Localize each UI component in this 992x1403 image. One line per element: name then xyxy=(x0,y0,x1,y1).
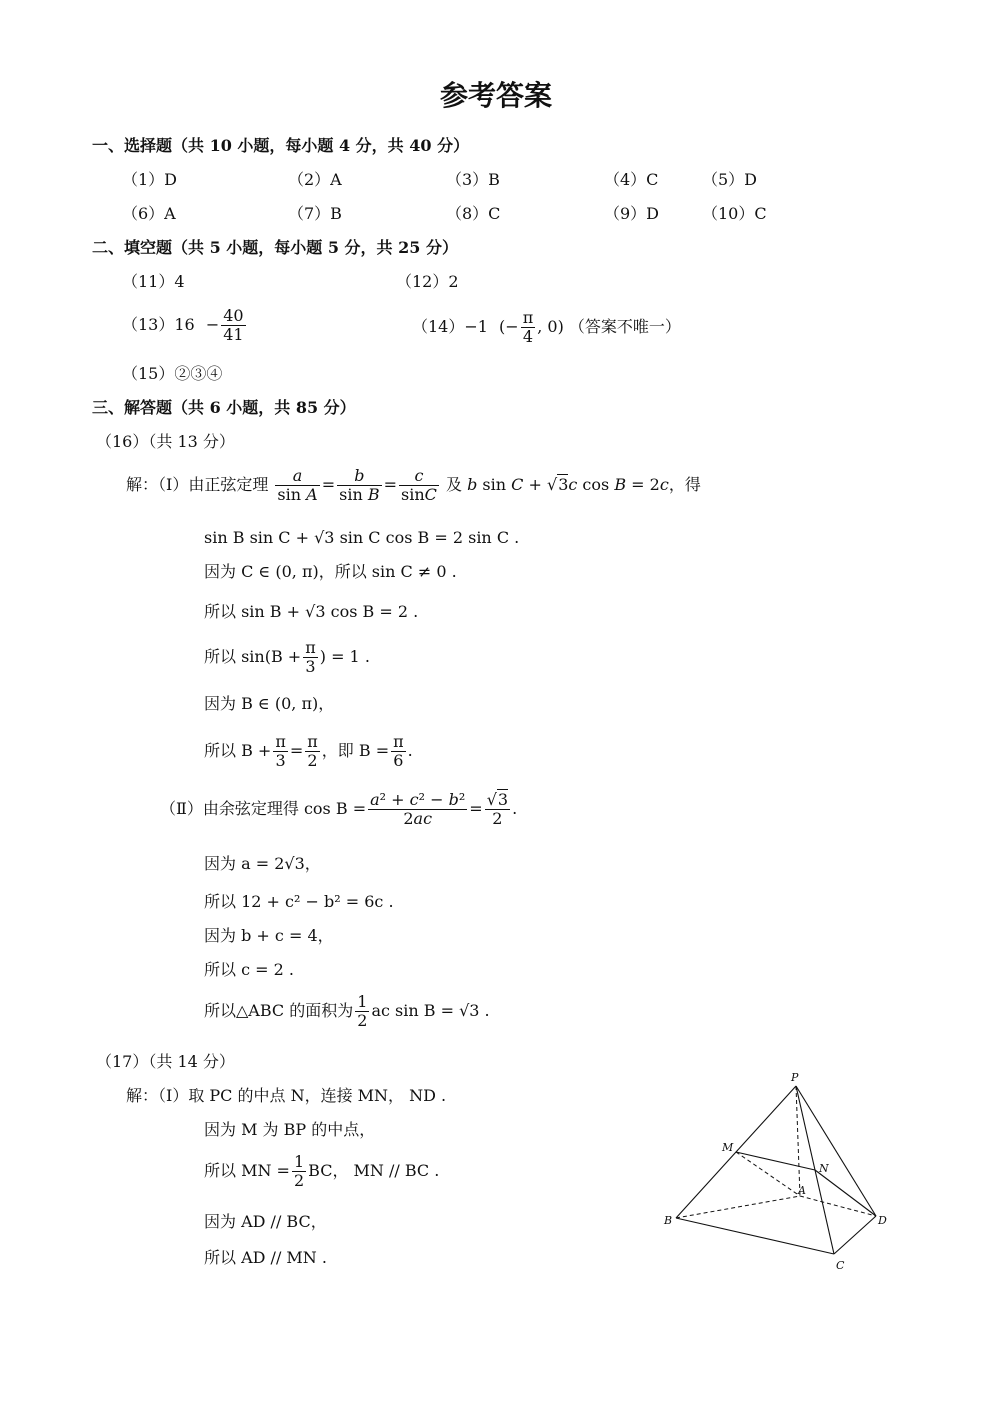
q16-line-1: sin B sin C + √3 sin C cos B = 2 sin C . xyxy=(204,528,520,547)
fill-answer-13-fraction xyxy=(221,308,245,343)
q16-line-7: 因为 a = 2√3， xyxy=(204,854,321,873)
choice-answer-9: （9）D xyxy=(604,204,660,223)
q17-line-3-pre: 所以 MN = xyxy=(204,1161,290,1180)
frac-denominator: 41 xyxy=(223,325,244,344)
q16-part1-line: 解：（Ⅰ）由正弦定理 $\frac{a}{\text{sin A}}$ = $\frac{b}{\text{sin B}}$ = $\frac{c}{\sin C}$ 及 b sin C + √3c cos B = 2c，得 xyxy=(126,466,701,504)
q16-part1-mid: 及 xyxy=(445,475,462,494)
q16-part2-line: （Ⅱ）由余弦定理得 cos B = $\frac{\text{a² + c² − b²}}{2ac}$ = $\frac{√3}{2}$ . xyxy=(160,790,518,828)
frac-denominator: 4 xyxy=(522,327,534,346)
q17-line-5: 所以 AD // MN . xyxy=(204,1248,327,1267)
sine-rule-fraction-c: $\frac{c}{\sin C}$ xyxy=(401,466,437,504)
choice-answer-8: （8）C xyxy=(446,204,501,223)
fill-answer-14-fraction xyxy=(521,310,536,345)
q16-line-11 xyxy=(204,994,490,1029)
edge-pd xyxy=(796,1086,876,1216)
q16-line-8: 所以 12 + c² − b² = 6c . xyxy=(204,892,394,911)
one-half-fraction: $\frac{1}{2}$ xyxy=(357,992,368,1030)
hidden-segment-ma xyxy=(736,1152,800,1196)
fill-answer-13: （13）16 − $\frac{40}{41}$ xyxy=(122,306,244,344)
hidden-edge-ba xyxy=(676,1196,800,1218)
choice-answer-10: （10）C xyxy=(702,204,767,223)
fill-answer-14-label: （14）−1 xyxy=(412,317,488,336)
choice-answer-5: （5）D xyxy=(702,170,758,189)
choice-answer-1: （1）D xyxy=(122,170,178,189)
section-choice-header: 一、选择题（共 10 小题，每小题 4 分，共 40 分） xyxy=(92,136,470,155)
pi-over-3-fraction: $\frac{\pi}{3}$ xyxy=(275,732,286,770)
choice-answer-2: （2）A xyxy=(288,170,342,189)
sine-rule-fraction-a: $\frac{a}{\text{sin A}}$ xyxy=(277,466,318,504)
page-title: 参考答案 xyxy=(439,79,552,112)
q16-part1-label: 解：（Ⅰ）由正弦定理 xyxy=(126,475,269,494)
q16-line-5: 因为 B ∈ (0, π)， xyxy=(204,694,335,713)
label-a: A xyxy=(798,1184,806,1197)
edge-bc xyxy=(676,1218,834,1254)
q16-given-equation: b sin C + √3c cos B = 2c xyxy=(467,475,669,494)
fill-answer-13-label: （13）16 xyxy=(122,315,195,334)
label-b: B xyxy=(664,1214,673,1227)
fill-answer-12: （12）2 xyxy=(396,272,459,291)
q16-line-2: 因为 C ∈ (0, π)，所以 sin C ≠ 0 . xyxy=(204,562,457,581)
q16-line-3: 所以 sin B + √3 cos B = 2 . xyxy=(204,602,419,621)
q16-line-4-post: ) = 1 . xyxy=(319,647,370,666)
q16-line-11-pre: 所以△ABC 的面积为 xyxy=(204,1001,354,1020)
sine-rule-fraction-b: $\frac{b}{\text{sin B}}$ xyxy=(339,466,380,504)
q17-line-1: 解：（Ⅰ）取 PC 的中点 N，连接 MN， ND . xyxy=(126,1086,447,1105)
label-p: P xyxy=(791,1071,799,1084)
frac-numerator: 40 xyxy=(223,306,244,325)
q16-line-6-mid: ，即 B = xyxy=(321,741,390,760)
frac-numerator: π xyxy=(522,308,534,327)
q16-part1-tail: ，得 xyxy=(668,475,701,494)
q16-part2-label: （Ⅱ）由余弦定理得 cos B = xyxy=(160,799,367,818)
section-fill-header: 二、填空题（共 5 小题，每小题 5 分，共 25 分） xyxy=(92,238,458,257)
one-half-fraction: $\frac{1}{2}$ xyxy=(293,1152,305,1190)
segment-mn xyxy=(736,1152,815,1170)
q17-line-3-post: BC， MN // BC . xyxy=(308,1161,440,1180)
q16-line-11-post: ac sin B = √3 . xyxy=(371,1001,490,1020)
pyramid-figure xyxy=(660,1068,900,1278)
q17-line-2: 因为 M 为 BP 的中点， xyxy=(204,1120,376,1139)
choice-answer-7: （7）B xyxy=(288,204,342,223)
q17-line-4: 因为 AD // BC， xyxy=(204,1212,327,1231)
pi-over-6-fraction: $\frac{\pi}{6}$ xyxy=(393,732,404,770)
choice-answer-4: （4）C xyxy=(604,170,659,189)
label-m: M xyxy=(722,1141,734,1154)
fill-answer-11: （11）4 xyxy=(122,272,185,291)
fill-answer-14: （14）−1 (− $\frac{\pi}{4}$ , 0) （答案不唯一） xyxy=(412,308,681,346)
q16-line-6-pre: 所以 B + xyxy=(204,741,272,760)
edge-cd xyxy=(834,1216,876,1254)
label-d: D xyxy=(878,1214,887,1227)
q16-line-4-pre: 所以 sin(B + xyxy=(204,647,302,666)
q16-line-6: 所以 B + $\frac{\pi}{3}$ = $\frac{\pi}{2}$ ，即 B = $\frac{\pi}{6}$ . xyxy=(204,732,413,770)
cosine-rule-fraction: $\frac{\text{a² + c² − b²}}{2ac}$ xyxy=(370,790,466,828)
choice-answer-6: （6）A xyxy=(122,204,176,223)
q16-line-9: 因为 b + c = 4， xyxy=(204,926,334,945)
label-c: C xyxy=(836,1259,845,1272)
q16-header: （16）（共 13 分） xyxy=(96,432,235,451)
choice-answer-3: （3）B xyxy=(446,170,500,189)
q16-line-10: 所以 c = 2 . xyxy=(204,960,294,979)
root3-over-2-fraction: $\frac{√3}{2}$ xyxy=(486,790,509,828)
q16-line-4 xyxy=(204,640,370,675)
fill-answer-14-note: （答案不唯一） xyxy=(568,317,681,336)
fill-answer-15: （15）②③④ xyxy=(122,364,223,383)
hidden-edge-ad xyxy=(800,1196,876,1216)
q17-header: （17）（共 14 分） xyxy=(96,1052,235,1071)
pi-over-3-fraction: $\frac{\pi}{3}$ xyxy=(305,638,316,676)
q17-line-3 xyxy=(204,1154,439,1189)
section-solve-header: 三、解答题（共 6 小题，共 85 分） xyxy=(92,398,356,417)
label-n: N xyxy=(819,1162,829,1175)
pi-over-2-fraction: $\frac{\pi}{2}$ xyxy=(307,732,318,770)
